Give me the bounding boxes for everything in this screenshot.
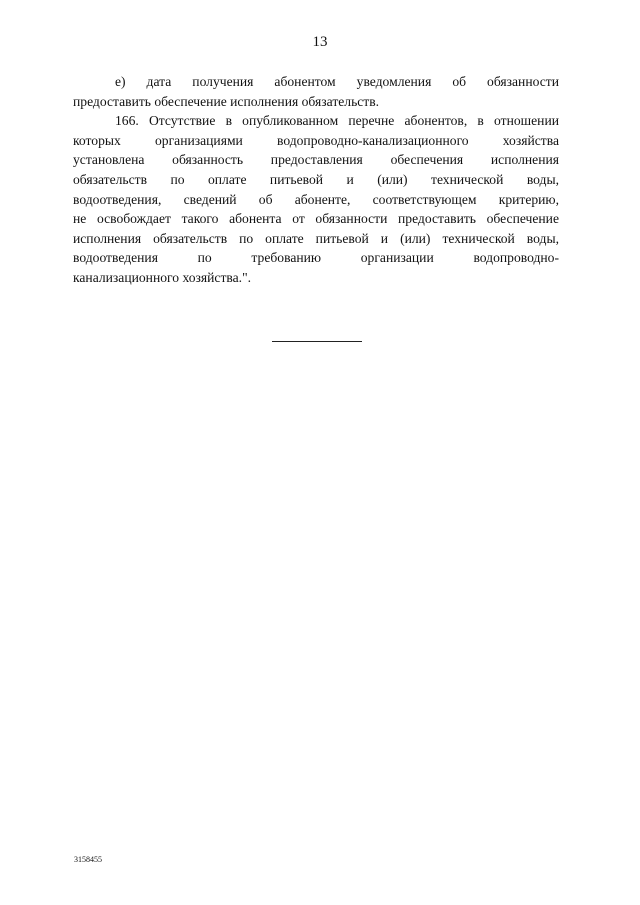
text-line: 166. Отсутствие в опубликованном перечне абонентов, в отношении [115, 113, 559, 129]
text-line: исполнения обязательств по оплате питьевой и (или) технической воды, [73, 230, 559, 246]
separator-line [272, 341, 362, 342]
text-line: канализационного хозяйства.". [73, 269, 252, 285]
text-line: которых организациями водопроводно-канализационного хозяйства [73, 132, 559, 148]
paragraph-e [73, 72, 559, 111]
text-line: не освобождает такого абонента от обязанности предоставить обеспечение [73, 211, 559, 227]
page-number: 13 [312, 34, 328, 50]
text-line: предоставить обеспечение исполнения обязательств. [73, 93, 380, 109]
text-line: установлена обязанность предоставления обеспечения исполнения [73, 152, 559, 168]
paragraph-166 [73, 111, 559, 287]
text-line: обязательств по оплате питьевой и (или) технической воды, [73, 171, 559, 187]
text-line: водоотведения по требованию организации водопроводно- [73, 250, 559, 266]
text-line: е) дата получения абонентом уведомления об обязанности [115, 74, 559, 89]
document-body [73, 72, 559, 288]
document-code: 3158455 [74, 855, 102, 864]
text-line: водоотведения, сведений об абоненте, соответствующем критерию, [73, 191, 559, 207]
